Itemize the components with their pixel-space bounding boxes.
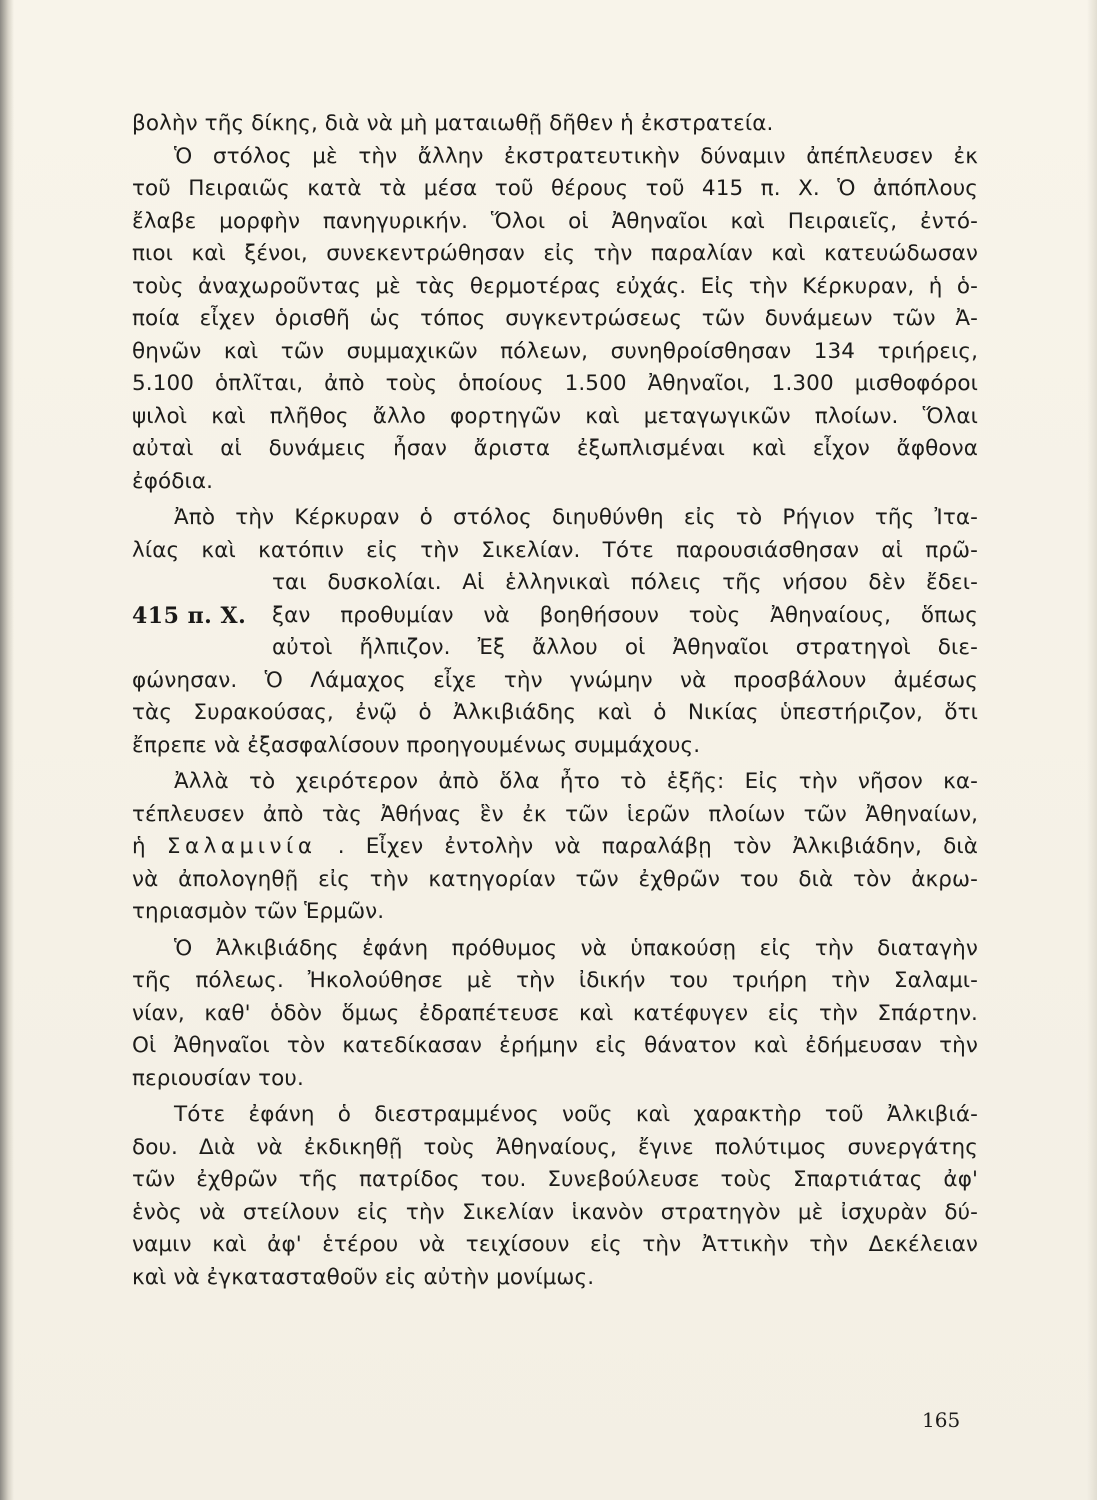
text-line-content: ξαν προθυμίαν νὰ βοηθήσουν τοὺς Ἀθηναίους, ὅπως (272, 602, 978, 628)
text-line: Ὁ στόλος μὲ τὴν ἄλλην ἐκστρατευτικὴν δύναμιν ἀπέπλευσεν ἐκ (174, 143, 978, 169)
text-line: Ἀλλὰ τὸ χειρότερον ἀπὸ ὅλα ἦτο τὸ ἑξῆς: Εἰς τὴν νῆσον κα- (174, 769, 978, 794)
text-line: Ἀπὸ τὴν Κέρκυραν ὁ στόλος διηυθύνθη εἰς τὸ Ρήγιον τῆς Ἰτα- (174, 505, 978, 530)
text-line: Οἱ Ἀθηναῖοι τὸν κατεδίκασαν ἐρήμην εἰς θάνατον καὶ ἐδήμευσαν τὴν (132, 1033, 978, 1058)
text-line (132, 600, 978, 633)
text-line: Ὁ Ἀλκιβιάδης ἐφάνη πρόθυμος νὰ ὑπακούσῃ εἰς τὴν διαταγὴν (174, 935, 978, 961)
text-line: ἔπρεπε νὰ ἐξασφαλίσουν προηγουμένως συμμάχους. (132, 732, 701, 758)
text-line: ναμιν καὶ ἀφ' ἑτέρου νὰ τειχίσουν εἰς τὴν Ἀττικὴν τὴν Δεκέλειαν (132, 1232, 978, 1257)
text-line: περιουσίαν του. (132, 1065, 304, 1091)
text-line: λίας καὶ κατόπιν εἰς τὴν Σικελίαν. Τότε παρουσιάσθησαν αἱ πρῶ- (132, 537, 978, 563)
text-line: θηνῶν καὶ τῶν συμμαχικῶν πόλεων, συνηθροίσθησαν 134 τριήρεις, (132, 338, 978, 364)
text-line: ἔλαβε μορφὴν πανηγυρικήν. Ὅλοι οἱ Ἀθηναῖοι καὶ Πειραιεῖς, ἐντό- (132, 208, 978, 234)
text-line: βολὴν τῆς δίκης, διὰ νὰ μὴ ματαιωθῇ δῆθεν ἡ ἐκστρατεία. (132, 111, 774, 136)
text-line: τέπλευσεν ἀπὸ τὰς Ἀθήνας ἓν ἐκ τῶν ἱερῶν πλοίων τῶν Ἀθηναίων, (132, 801, 978, 827)
text-line: ἑνὸς νὰ στείλουν εἰς τὴν Σικελίαν ἱκανὸν στρατηγὸν μὲ ἰσχυρὰν δύ- (132, 1199, 978, 1225)
text-line: δου. Διὰ νὰ ἐκδικηθῇ τοὺς Ἀθηναίους, ἔγινε πολύτιμος συνεργάτης (132, 1134, 978, 1160)
text-line: τηριασμὸν τῶν Ἑρμῶν. (132, 899, 385, 924)
text-line: τοὺς ἀναχωροῦντας μὲ τὰς θερμοτέρας εὐχάς. Εἰς τὴν Κέρκυραν, ἡ ὁ- (132, 273, 978, 299)
text-line: φώνησαν. Ὁ Λάμαχος εἶχε τὴν γνώμην νὰ προσβάλουν ἀμέσως (132, 667, 978, 693)
text-line: τῆς πόλεως. Ἠκολούθησε μὲ τὴν ἰδικήν του τριήρη τὴν Σαλαμι- (132, 968, 978, 993)
text-line: τοῦ Πειραιῶς κατὰ τὰ μέσα τοῦ θέρους τοῦ 415 π. Χ. Ὁ ἀπόπλους (132, 176, 978, 201)
text-line: τὰς Συρακούσας, ἐνῷ ὁ Ἀλκιβιάδης καὶ ὁ Νικίας ὑπεστήριζον, ὅτι (132, 700, 978, 725)
text-line: τῶν ἐχθρῶν τῆς πατρίδος του. Συνεβούλευσε τοὺς Σπαρτιάτας ἀφ' (132, 1167, 978, 1192)
text-line: καὶ νὰ ἐγκατασταθοῦν εἰς αὐτὴν μονίμως. (132, 1264, 595, 1290)
text-line: ποία εἶχεν ὁρισθῆ ὡς τόπος συγκεντρώσεως τῶν δυνάμεων τῶν Ἀ- (132, 306, 978, 331)
text-line: νίαν, καθ' ὁδὸν ὅμως ἐδραπέτευσε καὶ κατέφυγεν εἰς τὴν Σπάρτην. (132, 1000, 978, 1026)
text-line: 5.100 ὁπλῖται, ἀπὸ τοὺς ὁποίους 1.500 Ἀθηναῖοι, 1.300 μισθοφόροι (132, 371, 978, 396)
text-fragment: . Εἶχεν ἐντολὴν νὰ παραλάβῃ τὸν Ἀλκιβιάδην, διὰ (337, 834, 979, 859)
margin-date-note: 415 π. Χ. (132, 602, 247, 629)
text-fragment: ἡ (132, 834, 146, 859)
body-text (132, 108, 978, 1294)
text-line: πιοι καὶ ξένοι, συνεκεντρώθησαν εἰς τὴν παραλίαν καὶ κατευώδωσαν (132, 241, 978, 266)
text-line: Τότε ἐφάνη ὁ διεστραμμένος νοῦς καὶ χαρακτὴρ τοῦ Ἀλκιβιά- (174, 1102, 978, 1127)
text-line: νὰ ἀπολογηθῇ εἰς τὴν κατηγορίαν τῶν ἐχθρῶν του διὰ τὸν ἀκρω- (132, 866, 978, 892)
text-line: ψιλοὶ καὶ πλῆθος ἄλλο φορτηγῶν καὶ μεταγωγικῶν πλοίων. Ὅλαι (132, 403, 978, 429)
text-line (132, 831, 978, 864)
text-line: αὐταὶ αἱ δυνάμεις ἦσαν ἄριστα ἐξωπλισμέναι καὶ εἶχον ἄφθονα (132, 436, 978, 461)
page-number: 165 (922, 1408, 961, 1432)
ship-name-spaced: Σαλαμινία (166, 834, 317, 859)
text-line: αὐτοὶ ἤλπιζον. Ἐξ ἄλλου οἱ Ἀθηναῖοι στρατηγοὶ διε- (272, 635, 978, 660)
text-line: ἐφόδια. (132, 468, 214, 494)
text-line: ται δυσκολίαι. Αἱ ἑλληνικαὶ πόλεις τῆς νήσου δὲν ἔδει- (272, 570, 978, 595)
